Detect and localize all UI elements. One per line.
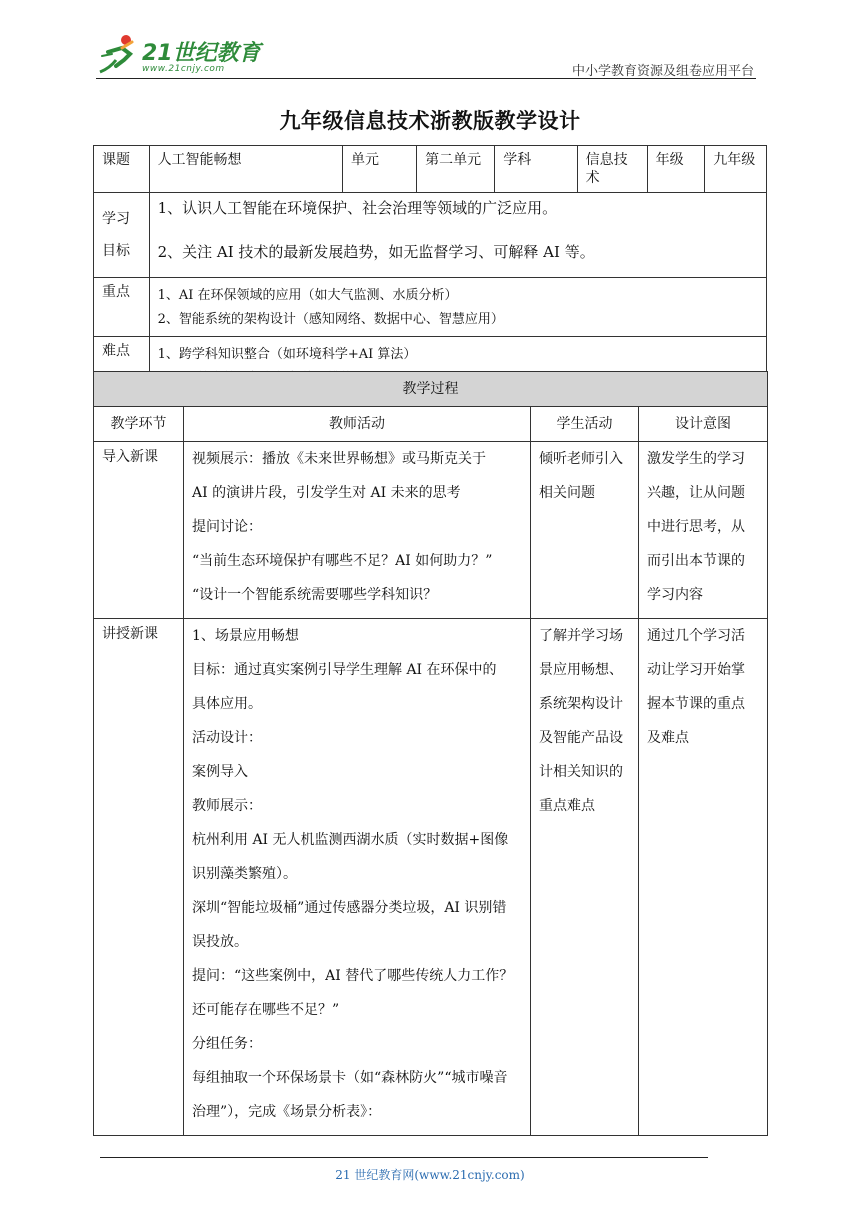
- page-title: 九年级信息技术浙教版教学设计: [279, 108, 581, 133]
- objective-item: 1、认识人工智能在环境保护、社会治理等领域的广泛应用。: [157, 199, 558, 217]
- key-point-item: 2、智能系统的架构设计（感知网络、数据中心、智慧应用）: [157, 312, 504, 327]
- intent-line: 握本节课的重点: [647, 696, 745, 712]
- column-header-teacher: 教师活动: [184, 407, 531, 442]
- intent-line: 通过几个学习活: [647, 628, 745, 644]
- section-title-row: [94, 372, 768, 407]
- lesson-info-table: [93, 145, 767, 396]
- objectives-content: [149, 193, 766, 278]
- student-line: 及智能产品设: [539, 730, 623, 746]
- teacher-line: 提问讨论：: [192, 519, 262, 535]
- teacher-line: 1、场景应用畅想: [192, 628, 299, 644]
- topic-label: 课题: [94, 146, 150, 193]
- teacher-line: 每组抽取一个环保场景卡（如“森林防火”“城市噪音: [192, 1070, 508, 1086]
- topic-value: 人工智能畅想: [149, 146, 342, 193]
- unit-label: 单元: [343, 146, 417, 193]
- teacher-line: 杭州利用 AI 无人机监测西湖水质（实时数据+图像: [192, 832, 509, 848]
- teacher-line: 案例导入: [192, 764, 248, 780]
- design-intent-cell: [639, 442, 768, 619]
- teacher-line: 误投放。: [192, 934, 248, 950]
- process-header-row: [94, 407, 768, 442]
- grade-value: 九年级: [705, 146, 767, 193]
- teacher-line: 治理”），完成《场景分析表》：: [192, 1104, 382, 1120]
- key-point-item: 1、AI 在环保领域的应用（如大气监测、水质分析）: [157, 288, 458, 303]
- column-header-student: 学生活动: [531, 407, 639, 442]
- intent-line: 学习内容: [647, 587, 703, 603]
- teacher-line: 教师展示：: [192, 798, 262, 814]
- column-header-stage: 教学环节: [94, 407, 184, 442]
- student-activity-cell: [531, 442, 639, 619]
- key-points-label: 重点: [94, 278, 150, 337]
- topic-row: [94, 146, 767, 193]
- intent-line: 激发学生的学习: [647, 451, 745, 467]
- brand-logo[interactable]: [96, 32, 266, 80]
- difficulties-label: 难点: [94, 337, 150, 396]
- page-header: [0, 0, 860, 90]
- objective-item: 2、关注 AI 技术的最新发展趋势，如无监督学习、可解释 AI 等。: [157, 243, 595, 261]
- student-line: 相关问题: [539, 485, 595, 501]
- student-activity-cell: [531, 619, 639, 1136]
- teacher-line: 目标：通过真实案例引导学生理解 AI 在环保中的: [192, 662, 497, 678]
- key-points-content: [149, 278, 766, 337]
- grade-label: 年级: [647, 146, 705, 193]
- process-row-new-lesson: [94, 619, 768, 1136]
- student-line: 了解并学习场: [539, 628, 623, 644]
- intent-line: 兴趣，让从问题: [647, 485, 745, 501]
- key-points-row: [94, 278, 767, 337]
- teacher-line: AI 的演讲片段，引发学生对 AI 未来的思考: [192, 485, 461, 501]
- objectives-label-line-1: 学习: [102, 211, 130, 227]
- teacher-line: 深圳“智能垃圾桶”通过传感器分类垃圾，AI 识别错: [192, 900, 507, 916]
- teacher-line: 还可能存在哪些不足？”: [192, 1002, 340, 1018]
- student-line: 景应用畅想、: [539, 662, 623, 678]
- teacher-activity-cell: [184, 442, 531, 619]
- intent-line: 而引出本节课的: [647, 553, 745, 569]
- subject-label: 学科: [495, 146, 577, 193]
- teaching-process-table: [93, 371, 768, 1136]
- platform-name: 中小学教育资源及组卷应用平台: [571, 64, 754, 79]
- teacher-line: 分组任务：: [192, 1036, 262, 1052]
- objectives-label: [94, 193, 150, 278]
- intent-line: 动让学习开始掌: [647, 662, 745, 678]
- student-line: 计相关知识的: [539, 764, 623, 780]
- objectives-label-line-2: 目标: [102, 243, 130, 259]
- section-title: 教学过程: [94, 372, 768, 407]
- intent-line: 及难点: [647, 730, 689, 746]
- column-header-intent: 设计意图: [639, 407, 768, 442]
- subject-value: 信息技术: [577, 146, 647, 193]
- process-row-intro: [94, 442, 768, 619]
- brand-url: www.21cnjy.com: [142, 64, 225, 74]
- teacher-line: “设计一个智能系统需要哪些学科知识？: [192, 587, 438, 603]
- objectives-row: [94, 193, 767, 278]
- header-divider: [96, 78, 756, 79]
- student-line: 系统架构设计: [539, 696, 623, 712]
- difficulty-item: 1、跨学科知识整合（如环境科学+AI 算法）: [157, 347, 417, 362]
- teacher-activity-cell: [184, 619, 531, 1136]
- teacher-line: 视频展示：播放《未来世界畅想》或马斯克关于: [192, 451, 486, 467]
- footer-divider: [100, 1157, 708, 1158]
- stage-cell: 讲授新课: [94, 619, 184, 1136]
- stage-cell: 导入新课: [94, 442, 184, 619]
- footer-link[interactable]: 21 世纪教育网(www.21cnjy.com): [335, 1168, 525, 1182]
- brand-name: 21世纪教育: [142, 41, 261, 66]
- teacher-line: 提问：“这些案例中，AI 替代了哪些传统人力工作？: [192, 968, 514, 984]
- teacher-line: 活动设计：: [192, 730, 262, 746]
- teacher-line: 具体应用。: [192, 696, 262, 712]
- teacher-line: 识别藻类繁殖）。: [192, 866, 297, 882]
- teacher-line: “当前生态环境保护有哪些不足？AI 如何助力？”: [192, 553, 493, 569]
- design-intent-cell: [639, 619, 768, 1136]
- runner-icon: [96, 32, 140, 76]
- student-line: 重点难点: [539, 798, 595, 814]
- unit-value: 第二单元: [417, 146, 495, 193]
- intent-line: 中进行思考，从: [647, 519, 745, 535]
- student-line: 倾听老师引入: [539, 451, 623, 467]
